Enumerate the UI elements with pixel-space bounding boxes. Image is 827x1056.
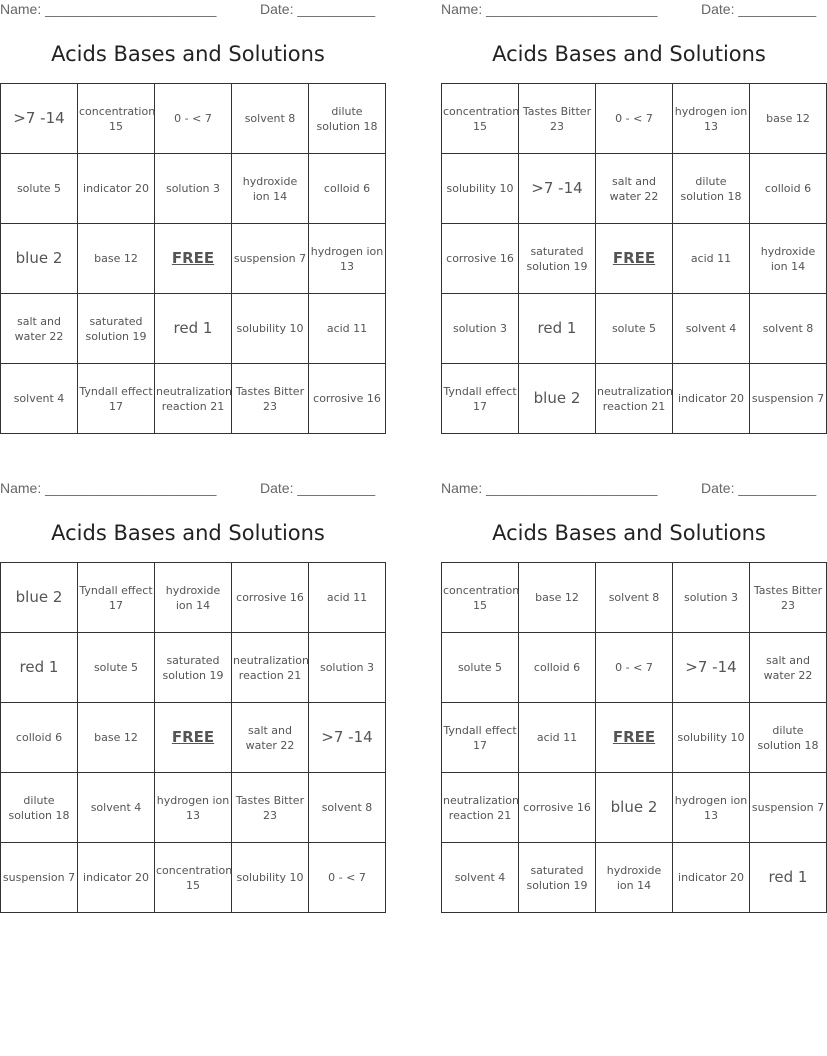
grid-cell: >7 -14 xyxy=(309,703,386,773)
grid-cell: saturated solution 19 xyxy=(519,224,596,294)
grid-row xyxy=(1,224,386,294)
grid-cell: hydrogen ion 13 xyxy=(155,773,232,843)
grid-cell: indicator 20 xyxy=(673,843,750,913)
bingo-grid xyxy=(0,562,386,913)
card-title: Acids Bases and Solutions xyxy=(51,521,325,545)
grid-cell: solubility 10 xyxy=(232,294,309,364)
grid-cell: blue 2 xyxy=(519,364,596,434)
grid-cell: colloid 6 xyxy=(519,633,596,703)
grid-cell: acid 11 xyxy=(309,563,386,633)
grid-row xyxy=(1,154,386,224)
grid-cell: hydroxide ion 14 xyxy=(232,154,309,224)
grid-cell: 0 - < 7 xyxy=(155,84,232,154)
grid-cell: solvent 8 xyxy=(750,294,827,364)
grid-cell: corrosive 16 xyxy=(232,563,309,633)
bingo-card xyxy=(441,479,825,919)
grid-cell: solution 3 xyxy=(442,294,519,364)
grid-cell: hydroxide ion 14 xyxy=(596,843,673,913)
date-field[interactable]: Date: __________ xyxy=(701,480,817,496)
card-title: Acids Bases and Solutions xyxy=(492,42,766,66)
grid-cell: 0 - < 7 xyxy=(596,84,673,154)
grid-cell: solvent 4 xyxy=(78,773,155,843)
bingo-grid xyxy=(441,83,827,434)
grid-cell: base 12 xyxy=(78,224,155,294)
grid-cell: saturated solution 19 xyxy=(78,294,155,364)
grid-cell: solvent 4 xyxy=(1,364,78,434)
grid-cell: solvent 4 xyxy=(673,294,750,364)
grid-row xyxy=(1,703,386,773)
grid-cell: salt and water 22 xyxy=(232,703,309,773)
name-field[interactable]: Name: ______________________ xyxy=(441,1,658,17)
grid-row xyxy=(1,773,386,843)
grid-cell: solubility 10 xyxy=(442,154,519,224)
grid-cell: saturated solution 19 xyxy=(519,843,596,913)
free-space: FREE xyxy=(155,703,232,773)
grid-row xyxy=(442,364,827,434)
grid-cell: Tastes Bitter 23 xyxy=(232,773,309,843)
grid-row xyxy=(1,84,386,154)
grid-cell: >7 -14 xyxy=(519,154,596,224)
grid-cell: colloid 6 xyxy=(1,703,78,773)
grid-cell: dilute solution 18 xyxy=(673,154,750,224)
grid-cell: solubility 10 xyxy=(673,703,750,773)
grid-cell: colloid 6 xyxy=(309,154,386,224)
grid-row xyxy=(1,633,386,703)
grid-cell: solution 3 xyxy=(309,633,386,703)
grid-cell: solvent 8 xyxy=(232,84,309,154)
name-date-row xyxy=(441,480,817,500)
grid-cell: >7 -14 xyxy=(1,84,78,154)
grid-cell: concentration 15 xyxy=(155,843,232,913)
grid-cell: 0 - < 7 xyxy=(309,843,386,913)
grid-cell: blue 2 xyxy=(596,773,673,843)
grid-cell: red 1 xyxy=(1,633,78,703)
grid-row xyxy=(442,633,827,703)
card-title: Acids Bases and Solutions xyxy=(51,42,325,66)
grid-cell: acid 11 xyxy=(673,224,750,294)
grid-cell: salt and water 22 xyxy=(750,633,827,703)
free-space: FREE xyxy=(596,703,673,773)
grid-cell: corrosive 16 xyxy=(442,224,519,294)
grid-cell: dilute solution 18 xyxy=(1,773,78,843)
grid-row xyxy=(442,84,827,154)
card-title: Acids Bases and Solutions xyxy=(492,521,766,545)
name-date-row xyxy=(441,1,817,21)
grid-cell: Tyndall effect 17 xyxy=(78,364,155,434)
name-date-row xyxy=(0,480,376,500)
grid-cell: base 12 xyxy=(78,703,155,773)
grid-cell: red 1 xyxy=(750,843,827,913)
grid-row xyxy=(442,843,827,913)
bingo-card xyxy=(0,0,384,440)
name-field[interactable]: Name: ______________________ xyxy=(0,1,217,17)
grid-cell: red 1 xyxy=(519,294,596,364)
grid-cell: concentration 15 xyxy=(442,563,519,633)
grid-cell: solute 5 xyxy=(442,633,519,703)
bingo-card xyxy=(0,479,376,919)
grid-cell: dilute solution 18 xyxy=(309,84,386,154)
grid-row xyxy=(442,154,827,224)
date-field[interactable]: Date: __________ xyxy=(260,480,376,496)
grid-cell: dilute solution 18 xyxy=(750,703,827,773)
bingo-grid xyxy=(0,83,386,434)
grid-cell: neutralization reaction 21 xyxy=(442,773,519,843)
grid-cell: hydrogen ion 13 xyxy=(673,84,750,154)
grid-row xyxy=(1,843,386,913)
grid-cell: acid 11 xyxy=(309,294,386,364)
bingo-grid xyxy=(441,562,827,913)
grid-cell: blue 2 xyxy=(1,224,78,294)
grid-row xyxy=(1,294,386,364)
grid-cell: indicator 20 xyxy=(78,154,155,224)
grid-cell: Tastes Bitter 23 xyxy=(519,84,596,154)
grid-cell: neutralization reaction 21 xyxy=(596,364,673,434)
grid-cell: acid 11 xyxy=(519,703,596,773)
grid-cell: Tyndall effect 17 xyxy=(78,563,155,633)
grid-row xyxy=(442,224,827,294)
grid-cell: red 1 xyxy=(155,294,232,364)
grid-cell: solute 5 xyxy=(78,633,155,703)
grid-cell: neutralization reaction 21 xyxy=(232,633,309,703)
grid-cell: solvent 8 xyxy=(309,773,386,843)
grid-cell: concentration 15 xyxy=(78,84,155,154)
grid-cell: solution 3 xyxy=(155,154,232,224)
grid-cell: Tastes Bitter 23 xyxy=(750,563,827,633)
grid-cell: salt and water 22 xyxy=(1,294,78,364)
grid-cell: hydrogen ion 13 xyxy=(673,773,750,843)
grid-cell: blue 2 xyxy=(1,563,78,633)
grid-row xyxy=(442,294,827,364)
grid-cell: indicator 20 xyxy=(673,364,750,434)
grid-cell: 0 - < 7 xyxy=(596,633,673,703)
grid-cell: Tyndall effect 17 xyxy=(442,364,519,434)
grid-cell: saturated solution 19 xyxy=(155,633,232,703)
grid-cell: indicator 20 xyxy=(78,843,155,913)
grid-cell: suspension 7 xyxy=(750,773,827,843)
grid-cell: colloid 6 xyxy=(750,154,827,224)
grid-cell: suspension 7 xyxy=(232,224,309,294)
grid-cell: solvent 4 xyxy=(442,843,519,913)
grid-cell: base 12 xyxy=(750,84,827,154)
grid-cell: corrosive 16 xyxy=(519,773,596,843)
grid-cell: base 12 xyxy=(519,563,596,633)
grid-cell: Tyndall effect 17 xyxy=(442,703,519,773)
free-space: FREE xyxy=(155,224,232,294)
grid-cell: solvent 8 xyxy=(596,563,673,633)
grid-cell: solute 5 xyxy=(596,294,673,364)
date-field[interactable]: Date: __________ xyxy=(260,1,376,17)
grid-cell: suspension 7 xyxy=(750,364,827,434)
grid-cell: solubility 10 xyxy=(232,843,309,913)
grid-cell: hydroxide ion 14 xyxy=(155,563,232,633)
grid-cell: suspension 7 xyxy=(1,843,78,913)
grid-row xyxy=(1,563,386,633)
grid-cell: Tastes Bitter 23 xyxy=(232,364,309,434)
name-field[interactable]: Name: ______________________ xyxy=(441,480,658,496)
bingo-card xyxy=(441,0,825,440)
grid-cell: concentration 15 xyxy=(442,84,519,154)
grid-row xyxy=(1,364,386,434)
grid-row xyxy=(442,703,827,773)
grid-cell: corrosive 16 xyxy=(309,364,386,434)
grid-row xyxy=(442,563,827,633)
free-space: FREE xyxy=(596,224,673,294)
grid-cell: salt and water 22 xyxy=(596,154,673,224)
grid-cell: hydrogen ion 13 xyxy=(309,224,386,294)
grid-row xyxy=(442,773,827,843)
grid-cell: >7 -14 xyxy=(673,633,750,703)
grid-cell: solute 5 xyxy=(1,154,78,224)
grid-cell: solution 3 xyxy=(673,563,750,633)
grid-cell: neutralization reaction 21 xyxy=(155,364,232,434)
name-date-row xyxy=(0,1,376,21)
date-field[interactable]: Date: __________ xyxy=(701,1,817,17)
name-field[interactable]: Name: ______________________ xyxy=(0,480,217,496)
grid-cell: hydroxide ion 14 xyxy=(750,224,827,294)
